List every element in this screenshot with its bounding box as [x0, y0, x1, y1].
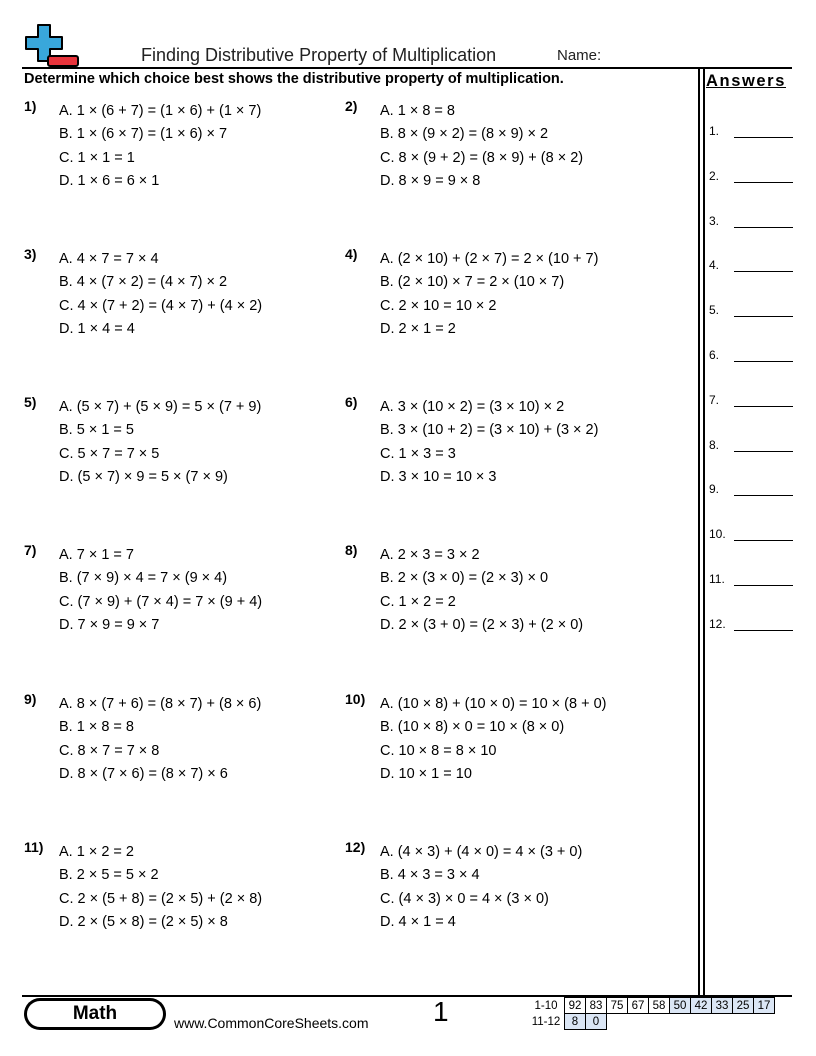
answer-choice: C. 2 × (5 + 8) = (2 × 5) + (2 × 8)	[59, 890, 263, 907]
answer-number: 6.	[709, 348, 720, 362]
answer-line[interactable]	[709, 438, 793, 454]
score-cell: 92	[565, 998, 586, 1014]
answer-choice: C. (7 × 9) + (7 × 4) = 7 × (9 + 4)	[59, 593, 263, 610]
answer-number: 8.	[709, 437, 720, 452]
answer-number: 1.	[709, 124, 720, 138]
answer-choice: A. 1 × 2 = 2	[59, 844, 134, 860]
answer-choice: D. 2 × 1 = 2	[380, 320, 456, 337]
answer-choice: C. 8 × (9 + 2) = (8 × 9) + (8 × 2)	[380, 149, 584, 166]
answer-choice: B. 4 × (7 × 2) = (4 × 7) × 2	[59, 274, 228, 291]
answer-blank[interactable]	[734, 137, 793, 138]
answer-choice: A. 3 × (10 × 2) = (3 × 10) × 2	[380, 399, 565, 415]
score-table	[528, 997, 775, 1030]
answer-blank[interactable]	[734, 182, 793, 183]
problem-number: 7)	[24, 542, 37, 558]
answer-number: 2.	[709, 168, 720, 183]
problem-number: 5)	[24, 394, 37, 410]
score-cell: 17	[754, 998, 775, 1014]
problem-number: 12)	[345, 839, 366, 855]
answer-blank[interactable]	[734, 540, 793, 541]
answer-choice: D. 1 × 4 = 4	[59, 320, 135, 337]
answer-blank[interactable]	[734, 585, 793, 586]
worksheet-title: Finding Distributive Property of Multiplication	[141, 45, 497, 65]
header-divider	[22, 67, 792, 69]
answer-line[interactable]	[709, 214, 793, 230]
score-cell: 50	[670, 998, 691, 1014]
answer-choice: B. 2 × 5 = 5 × 2	[59, 867, 159, 884]
answer-number: 10.	[709, 527, 726, 542]
score-cell: 58	[649, 998, 670, 1014]
answer-blank[interactable]	[734, 630, 793, 631]
answer-number: 9.	[709, 482, 720, 497]
answer-number: 7.	[709, 392, 720, 407]
answer-choice: A. 2 × 3 = 3 × 2	[380, 547, 480, 563]
answer-blank[interactable]	[734, 406, 793, 407]
answer-choice: D. 2 × (5 × 8) = (2 × 5) × 8	[59, 913, 228, 930]
answer-choice: C. (4 × 3) × 0 = 4 × (3 × 0)	[380, 890, 549, 907]
answer-blank[interactable]	[734, 451, 793, 452]
answer-choice: D. 7 × 9 = 9 × 7	[59, 616, 160, 633]
answer-choice: A. (5 × 7) + (5 × 9) = 5 × (7 + 9)	[59, 399, 262, 415]
problem-number: 3)	[24, 246, 37, 262]
answer-choice: B. (10 × 8) × 0 = 10 × (8 × 0)	[380, 719, 565, 736]
problem-number: 1)	[24, 98, 37, 114]
answer-choice: D. 2 × (3 + 0) = (2 × 3) + (2 × 0)	[380, 616, 584, 633]
answer-line[interactable]	[709, 482, 793, 498]
answer-choice: B. 8 × (9 × 2) = (8 × 9) × 2	[380, 126, 549, 143]
answer-choice: B. 5 × 1 = 5	[59, 422, 134, 439]
answer-choice: D. 1 × 6 = 6 × 1	[59, 172, 160, 189]
score-row-label: 1-10	[534, 999, 558, 1012]
problem-number: 9)	[24, 691, 37, 707]
answer-blank[interactable]	[734, 316, 793, 317]
answer-number: 12.	[709, 616, 726, 631]
answer-choice: A. (4 × 3) + (4 × 0) = 4 × (3 + 0)	[380, 844, 583, 860]
subject-label: Math	[27, 1001, 163, 1027]
score-cell: 8	[565, 1014, 586, 1030]
answers-title: Answers	[706, 72, 786, 90]
answer-choice: D. 4 × 1 = 4	[380, 913, 456, 930]
problem-number: 8)	[345, 542, 358, 558]
answer-choice: C. 8 × 7 = 7 × 8	[59, 742, 160, 759]
answer-line[interactable]	[709, 393, 793, 409]
answer-choice: D. 8 × 9 = 9 × 8	[380, 172, 481, 189]
answer-choice: A. 1 × 8 = 8	[380, 103, 455, 119]
answer-line[interactable]	[709, 348, 793, 364]
score-cell: 0	[586, 1014, 607, 1030]
page-number: 1	[433, 996, 449, 1027]
answer-line[interactable]	[709, 303, 793, 319]
score-cell: 42	[691, 998, 712, 1014]
answer-blank[interactable]	[734, 227, 793, 228]
answer-line[interactable]	[709, 169, 793, 185]
instructions: Determine which choice best shows the distributive property of multiplication.	[24, 71, 564, 87]
subject-badge	[24, 998, 166, 1030]
answer-blank[interactable]	[734, 361, 793, 362]
answer-choice: A. (2 × 10) + (2 × 7) = 2 × (10 + 7)	[380, 251, 599, 267]
problem-number: 2)	[345, 98, 358, 114]
name-label: Name:	[557, 47, 602, 64]
answer-choice: C. 1 × 2 = 2	[380, 593, 456, 610]
answer-choice: A. 8 × (7 + 6) = (8 × 7) + (8 × 6)	[59, 696, 262, 712]
score-cell: 83	[586, 998, 607, 1014]
answer-choice: B. (7 × 9) × 4 = 7 × (9 × 4)	[59, 570, 228, 587]
answer-number: 11.	[709, 572, 725, 586]
answer-choice: D. (5 × 7) × 9 = 5 × (7 × 9)	[59, 468, 228, 485]
score-row-label: 11-12	[531, 1015, 561, 1028]
answer-line[interactable]	[709, 258, 793, 274]
answer-blank[interactable]	[734, 271, 793, 272]
answer-choice: B. 1 × (6 × 7) = (1 × 6) × 7	[59, 126, 228, 143]
answer-choice: C. 10 × 8 = 8 × 10	[380, 742, 497, 759]
answer-choice: B. 2 × (3 × 0) = (2 × 3) × 0	[380, 570, 549, 587]
answer-choice: C. 1 × 1 = 1	[59, 149, 135, 166]
answer-choice: C. 5 × 7 = 7 × 5	[59, 445, 160, 462]
answer-line[interactable]	[709, 617, 793, 633]
answer-line[interactable]	[709, 527, 793, 543]
answer-line[interactable]	[709, 572, 793, 588]
score-cell: 25	[733, 998, 754, 1014]
answer-choice: B. 1 × 8 = 8	[59, 719, 134, 736]
score-cell: 67	[628, 998, 649, 1014]
answer-choice: C. 2 × 10 = 10 × 2	[380, 297, 497, 314]
problem-number: 6)	[345, 394, 358, 410]
answer-number: 3.	[709, 213, 720, 228]
answer-choice: A. (10 × 8) + (10 × 0) = 10 × (8 + 0)	[380, 696, 607, 712]
score-cell: 33	[712, 998, 733, 1014]
answer-choice: C. 1 × 3 = 3	[380, 445, 456, 462]
score-cell: 75	[607, 998, 628, 1014]
plus-minus-logo-icon	[24, 24, 80, 68]
answer-line[interactable]	[709, 124, 793, 140]
answer-number: 5.	[709, 303, 720, 318]
answer-choice: B. 3 × (10 + 2) = (3 × 10) + (3 × 2)	[380, 422, 599, 439]
answers-divider-left	[698, 67, 700, 996]
answer-number: 4.	[709, 258, 720, 273]
problem-number: 4)	[345, 246, 358, 262]
answer-blank[interactable]	[734, 495, 793, 496]
answers-divider-right	[703, 67, 705, 996]
problem-number: 10)	[345, 691, 366, 707]
score-row	[528, 998, 775, 1014]
answer-choice: B. 4 × 3 = 3 × 4	[380, 867, 480, 884]
answer-choice: B. (2 × 10) × 7 = 2 × (10 × 7)	[380, 274, 565, 291]
website-link[interactable]: www.CommonCoreSheets.com	[174, 1015, 369, 1031]
answer-choice: D. 10 × 1 = 10	[380, 765, 472, 782]
answer-choice: A. 7 × 1 = 7	[59, 547, 134, 563]
score-row	[528, 1014, 775, 1030]
problem-number: 11)	[24, 839, 44, 855]
answer-choice: D. 8 × (7 × 6) = (8 × 7) × 6	[59, 765, 228, 782]
answer-choice: A. 1 × (6 + 7) = (1 × 6) + (1 × 7)	[59, 103, 262, 119]
answer-choice: D. 3 × 10 = 10 × 3	[380, 468, 497, 485]
answer-choice: C. 4 × (7 + 2) = (4 × 7) + (4 × 2)	[59, 297, 263, 314]
answer-choice: A. 4 × 7 = 7 × 4	[59, 251, 159, 267]
